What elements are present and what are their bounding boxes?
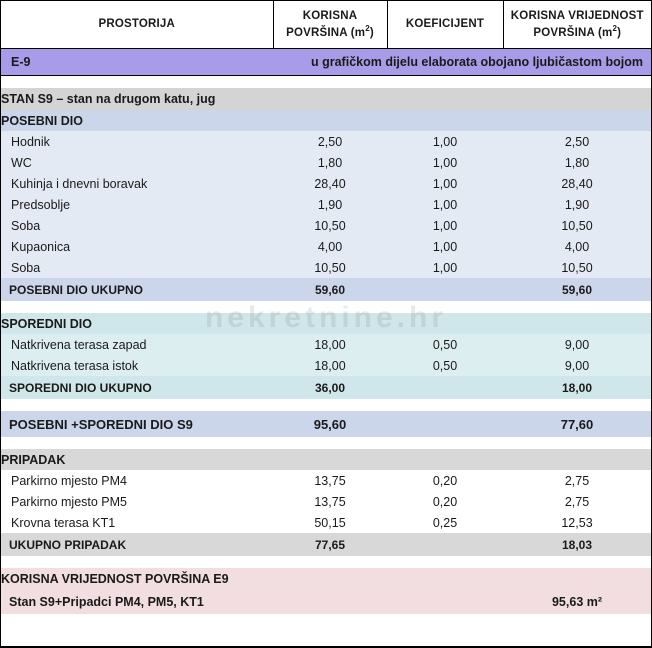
total-value: 18,03 <box>503 533 651 556</box>
room-value: 2,50 <box>503 131 651 152</box>
spacer-row <box>1 399 651 411</box>
room-name: Krovna terasa KT1 <box>1 512 273 533</box>
room-name: Natkrivena terasa istok <box>1 355 273 376</box>
total-label: SPOREDNI DIO UKUPNO <box>1 376 273 399</box>
room-area: 10,50 <box>273 215 387 236</box>
total-coef <box>387 376 503 399</box>
header-usable-area-line1: KORISNA <box>302 10 358 23</box>
room-area: 28,40 <box>273 173 387 194</box>
room-value: 9,00 <box>503 355 651 376</box>
table-row <box>1 152 651 173</box>
table-row <box>1 512 651 533</box>
header-usable-value-line1: KORISNA VRIJEDNOST <box>510 10 644 23</box>
header-usable-area-paren: ) <box>369 26 374 39</box>
room-name: WC <box>1 152 273 173</box>
room-name: Soba <box>1 257 273 278</box>
room-name: Natkrivena terasa zapad <box>1 334 273 355</box>
spacer-row <box>1 76 651 89</box>
room-name: Parkirno mjesto PM4 <box>1 470 273 491</box>
final-heading-row <box>1 568 651 590</box>
unit-code: E-9 <box>1 49 273 76</box>
room-value: 1,90 <box>503 194 651 215</box>
spacer-row <box>1 301 651 313</box>
room-value: 28,40 <box>503 173 651 194</box>
room-name: Predsoblje <box>1 194 273 215</box>
section-title-label: POSEBNI DIO <box>1 110 651 131</box>
header-usable-value-paren: ) <box>617 26 622 39</box>
room-value: 12,53 <box>503 512 651 533</box>
grand-total-value: 77,60 <box>503 411 651 437</box>
room-area: 13,75 <box>273 470 387 491</box>
room-name: Kupaonica <box>1 236 273 257</box>
unit-title: STAN S9 – stan na drugom katu, jug <box>1 88 651 110</box>
header-usable-area <box>273 1 387 49</box>
final-value: 95,63 m² <box>503 590 651 614</box>
room-coef: 1,00 <box>387 215 503 236</box>
grand-total-area: 95,60 <box>273 411 387 437</box>
header-usable-area-line2 <box>274 24 387 40</box>
room-value: 9,00 <box>503 334 651 355</box>
room-coef: 0,50 <box>387 334 503 355</box>
room-coef: 1,00 <box>387 173 503 194</box>
unit-code-band <box>1 49 651 76</box>
table-row <box>1 257 651 278</box>
section-title-sporedni <box>1 313 651 334</box>
header-usable-value-unit: POVRŠINA (m <box>533 26 613 39</box>
table-row <box>1 491 651 512</box>
unit-title-row <box>1 88 651 110</box>
room-area: 13,75 <box>273 491 387 512</box>
room-value: 4,00 <box>503 236 651 257</box>
table-row <box>1 470 651 491</box>
table-row <box>1 334 651 355</box>
final-empty-cell <box>387 590 503 614</box>
room-area: 50,15 <box>273 512 387 533</box>
area-table <box>1 1 651 614</box>
final-label: Stan S9+Pripadci PM4, PM5, KT1 <box>1 590 387 614</box>
room-area: 10,50 <box>273 257 387 278</box>
room-name: Hodnik <box>1 131 273 152</box>
grand-total-coef <box>387 411 503 437</box>
final-heading: KORISNA VRIJEDNOST POVRŠINA E9 <box>1 568 651 590</box>
room-area: 4,00 <box>273 236 387 257</box>
total-area: 59,60 <box>273 278 387 301</box>
room-area: 18,00 <box>273 334 387 355</box>
room-coef: 0,20 <box>387 470 503 491</box>
room-coef: 0,25 <box>387 512 503 533</box>
header-coefficient: KOEFICIJENT <box>387 1 503 49</box>
spacer-row <box>1 437 651 449</box>
table-row <box>1 173 651 194</box>
table-row <box>1 215 651 236</box>
section-title-pripadak <box>1 449 651 470</box>
bottom-divider <box>1 646 651 647</box>
room-coef: 1,00 <box>387 152 503 173</box>
total-coef <box>387 533 503 556</box>
table-header-row <box>1 1 651 49</box>
table-row <box>1 131 651 152</box>
header-usable-area-sup: 2 <box>365 23 370 33</box>
room-value: 2,75 <box>503 491 651 512</box>
header-usable-value-sup: 2 <box>612 23 618 33</box>
room-area: 2,50 <box>273 131 387 152</box>
room-coef: 0,20 <box>387 491 503 512</box>
room-value: 10,50 <box>503 257 651 278</box>
total-area: 77,65 <box>273 533 387 556</box>
table-row <box>1 236 651 257</box>
section-total-sporedni <box>1 376 651 399</box>
header-room: PROSTORIJA <box>1 1 273 49</box>
room-name: Soba <box>1 215 273 236</box>
section-title-posebni <box>1 110 651 131</box>
room-coef: 1,00 <box>387 257 503 278</box>
header-usable-value-line2 <box>504 24 652 40</box>
total-area: 36,00 <box>273 376 387 399</box>
unit-code-note: u grafičkom dijelu elaborata obojano ljubičastom bojom <box>273 49 651 76</box>
total-label: UKUPNO PRIPADAK <box>1 533 273 556</box>
total-value: 18,00 <box>503 376 651 399</box>
room-name: Parkirno mjesto PM5 <box>1 491 273 512</box>
total-value: 59,60 <box>503 278 651 301</box>
grand-total-label: POSEBNI +SPOREDNI DIO S9 <box>1 411 273 437</box>
room-coef: 1,00 <box>387 131 503 152</box>
room-value: 10,50 <box>503 215 651 236</box>
room-value: 2,75 <box>503 470 651 491</box>
header-usable-area-unit: POVRŠINA (m <box>286 26 366 39</box>
room-coef: 1,00 <box>387 194 503 215</box>
section-title-label: PRIPADAK <box>1 449 651 470</box>
total-coef <box>387 278 503 301</box>
grand-total-row <box>1 411 651 437</box>
room-value: 1,80 <box>503 152 651 173</box>
section-total-posebni <box>1 278 651 301</box>
room-area: 1,90 <box>273 194 387 215</box>
section-title-label: SPOREDNI DIO <box>1 313 651 334</box>
room-name: Kuhinja i dnevni boravak <box>1 173 273 194</box>
total-label: POSEBNI DIO UKUPNO <box>1 278 273 301</box>
header-usable-value <box>503 1 651 49</box>
room-area: 1,80 <box>273 152 387 173</box>
section-total-pripadak <box>1 533 651 556</box>
final-value-row <box>1 590 651 614</box>
room-coef: 0,50 <box>387 355 503 376</box>
table-row <box>1 194 651 215</box>
table-row <box>1 355 651 376</box>
spacer-row <box>1 556 651 568</box>
room-coef: 1,00 <box>387 236 503 257</box>
room-area: 18,00 <box>273 355 387 376</box>
